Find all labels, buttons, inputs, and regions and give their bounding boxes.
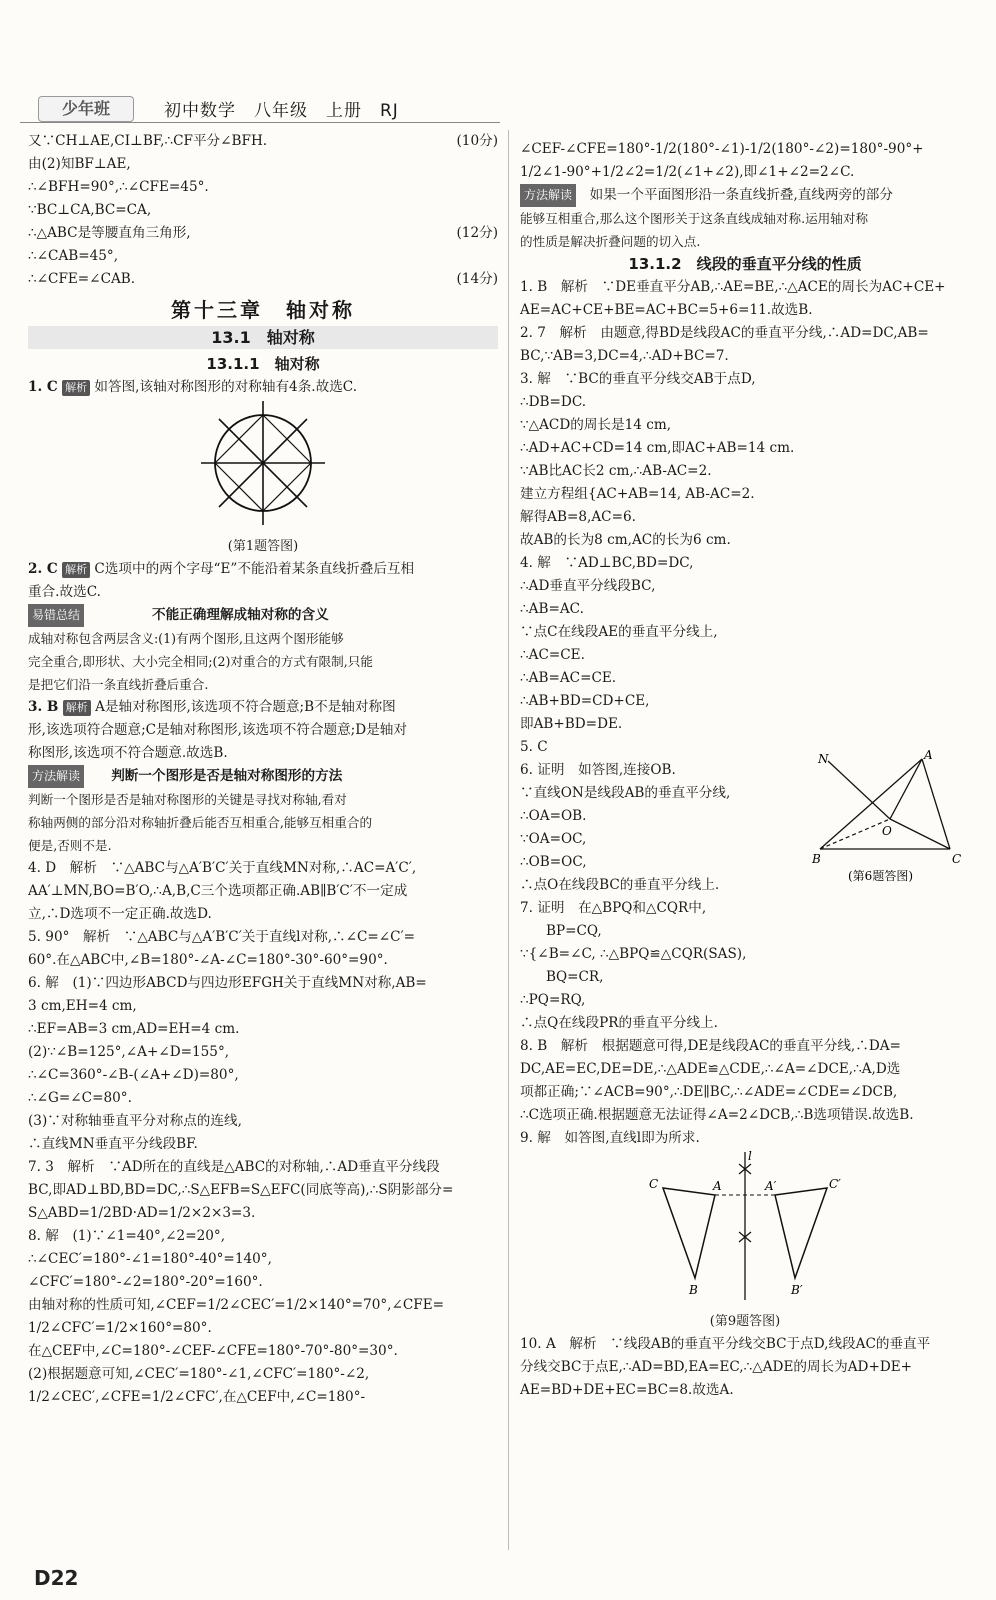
tip-line: 的性质是解决折叠问题的切入点. xyxy=(520,234,701,249)
text-line: ∴AB=AC=CE. xyxy=(520,670,617,686)
text-line: 解得AB=8,AC=6. xyxy=(520,509,636,525)
text-line: ∴∠CFE=∠CAB. (14分) xyxy=(28,271,498,287)
text-line: ∴AC=CE. xyxy=(520,647,585,663)
text-line: 1/2∠CFC′=1/2×160°=80°. xyxy=(28,1320,212,1336)
error-tip-header: 易错总结 不能正确理解成轴对称的含义 xyxy=(28,604,498,627)
figure-caption: (第9题答图) xyxy=(709,1314,781,1329)
text-line: BP=CQ, xyxy=(546,923,602,939)
text-line: 建立方程组{AC+AB=14, AB-AC=2. xyxy=(520,486,755,502)
text-line: 6. 解 (1)∵四边形ABCD与四边形EFGH关于直线MN对称,AB= xyxy=(28,975,427,991)
method-tip-2: 方法解读 如果一个平面图形沿一条直线折叠,直线两旁的部分 xyxy=(520,184,970,207)
text-line: 2. 7 解析 由题意,得BD是线段AC的垂直平分线,∴AD=DC,AB= xyxy=(520,325,929,341)
text-line: 称图形,该选项不符合题意.故选B. xyxy=(28,745,228,761)
label-n: N xyxy=(818,752,829,766)
tip-line: 便是,否则不是. xyxy=(28,838,112,853)
text-line: 故AB的长为8 cm,AC的长为6 cm. xyxy=(520,532,731,548)
tip-line: 是把它们沿一条直线折叠后重合. xyxy=(28,677,209,692)
subsection-title: 13.1.1 轴对称 xyxy=(206,355,320,373)
right-column xyxy=(520,138,970,1402)
reflection-diagram xyxy=(635,1150,855,1302)
text-line: ∴点O在线段BC的垂直平分线上. xyxy=(520,877,720,893)
text-line: DC,AE=EC,DE=DE,∴△ADE≌△CDE,∴∠A=∠DCE,∴A,D选 xyxy=(520,1061,901,1077)
book-title: 初中数学 八年级 上册 RJ xyxy=(164,101,399,121)
text-line: BQ=CR, xyxy=(546,969,604,985)
method-tip-header: 方法解读 判断一个图形是否是轴对称图形的方法 xyxy=(28,765,498,788)
text-line: ∴∠CEC′=180°-∠1=180°-40°=140°, xyxy=(28,1251,272,1267)
text-line: AA′⊥MN,BO=B′O,∴A,B,C三个选项都正确.AB∥B′C′不一定成 xyxy=(28,883,408,899)
text-line: BC,∵AB=3,DC=4,∴AD+BC=7. xyxy=(520,348,729,364)
text-line: ∴AD+AC+CD=14 cm,即AC+AB=14 cm. xyxy=(520,440,795,456)
label-l: l xyxy=(748,1150,752,1163)
text-line: ∵OA=OC, xyxy=(520,831,587,847)
text-line: 又∵CH⊥AE,CI⊥BF,∴CF平分∠BFH. (10分) xyxy=(28,133,498,149)
text-line: ∴EF=AB=3 cm,AD=EH=4 cm. xyxy=(28,1021,240,1037)
text-line: ∴AB+BD=CD+CE, xyxy=(520,693,650,709)
text-line: ∵BC⊥CA,BC=CA, xyxy=(28,202,152,218)
text-line: 重合.故选C. xyxy=(28,584,101,600)
text-line: 4. 解 ∵AD⊥BC,BD=DC, xyxy=(520,555,694,571)
text-line: 4. D 解析 ∵△ABC与△A′B′C′关于直线MN对称,∴AC=A′C′, xyxy=(28,860,417,876)
octagon-symmetry-diagram xyxy=(183,399,343,527)
figure-caption: (第6题答图) xyxy=(848,869,913,883)
text-line: ∠CEF-∠CFE=180°-1/2(180°-∠1)-1/2(180°-∠2)=180°-90°+ xyxy=(520,141,924,157)
text-line: 5. 90° 解析 ∵△ABC与△A′B′C′关于直线l对称,∴∠C=∠C′= xyxy=(28,929,416,945)
text-line: 8. B 解析 根据题意可得,DE是线段AC的垂直平分线,∴DA= xyxy=(520,1038,901,1054)
answer-q1: 1. C 解析 如答图,该轴对称图形的对称轴有4条.故选C. xyxy=(28,379,358,395)
text-line: (3)∵对称轴垂直平分对称点的连线, xyxy=(28,1113,242,1129)
text-line: 由(2)知BF⊥AE, xyxy=(28,156,131,172)
text-line: ∵{∠B=∠C, ∴△BPQ≌△CQR(SAS), xyxy=(520,946,747,962)
label-b-prime: B′ xyxy=(791,1283,803,1297)
text-line: 分线交BC于点E,∴AD=BD,EA=EC,∴△ADE的周长为AD+DE+ xyxy=(520,1359,913,1375)
text-line: AE=BD+DE+EC=BC=8.故选A. xyxy=(520,1382,734,1398)
figure-q1 xyxy=(28,399,498,535)
label-a: A xyxy=(924,749,933,762)
tip-line: 完全重合,即形状、大小完全相同;(2)对重合的方式有限制,只能 xyxy=(28,654,373,669)
label-c: C xyxy=(649,1177,659,1191)
text-line: 1. B 解析 ∵DE垂直平分AB,∴AE=BE,∴△ACE的周长为AC+CE+ xyxy=(520,279,946,295)
label-c: C xyxy=(952,852,962,866)
text-line: ∴PQ=RQ, xyxy=(520,992,586,1008)
figure-q9 xyxy=(520,1150,970,1310)
label-b: B xyxy=(689,1283,698,1297)
text-line: 由轴对称的性质可知,∠CEF=1/2∠CEC′=1/2×140°=70°,∠CFE= xyxy=(28,1297,445,1313)
page-header xyxy=(0,0,996,120)
label-b: B xyxy=(812,852,821,866)
text-line: 立,∴D选项不一定正确.故选D. xyxy=(28,906,212,922)
text-line: 8. 解 (1)∵∠1=40°,∠2=20°, xyxy=(28,1228,226,1244)
text-line: 项都正确;∵∠ACB=90°,∴DE∥BC,∴∠ADE=∠CDE=∠DCB, xyxy=(520,1084,898,1100)
text-line: 1/2∠CEC′,∠CFE=1/2∠CFC′,在△CEF中,∠C=180°- xyxy=(28,1389,366,1405)
error-tip-body xyxy=(28,627,498,696)
brand-logo: 少年班 xyxy=(38,96,134,122)
figure-caption: (第1题答图) xyxy=(227,539,299,554)
text-line: 即AB+BD=DE. xyxy=(520,716,623,732)
method-tip-body xyxy=(28,788,498,857)
text-line: ∴点Q在线段PR的垂直平分线上. xyxy=(520,1015,718,1031)
subsection-title: 13.1.2 线段的垂直平分线的性质 xyxy=(628,255,862,273)
text-line: 6. 证明 如答图,连接OB. xyxy=(520,762,676,778)
text-line: ∠CFC′=180°-∠2=180°-20°=160°. xyxy=(28,1274,263,1290)
text-line: 7. 3 解析 ∵AD所在的直线是△ABC的对称轴,∴AD垂直平分线段 xyxy=(28,1159,440,1175)
text-line: (2)∵∠B=125°,∠A+∠D=155°, xyxy=(28,1044,230,1060)
text-line: 9. 解 如答图,直线l即为所求. xyxy=(520,1130,700,1146)
text-line: 1/2∠1-90°+1/2∠2=1/2(∠1+∠2),即∠1+∠2=2∠C. xyxy=(520,164,855,180)
text-line: ∴OA=OB. xyxy=(520,808,587,824)
text-line: AE=AC+CE+BE=AC+BC=5+6=11.故选B. xyxy=(520,302,813,318)
text-line: ∴AB=AC. xyxy=(520,601,584,617)
answer-q3: 3. B 解析 A是轴对称图形,该选项不符合题意;B不是轴对称图 xyxy=(28,699,396,715)
page-number: D22 xyxy=(34,1566,79,1590)
text-line: 7. 证明 在△BPQ和△CQR中, xyxy=(520,900,707,916)
text-line: ∴OB=OC, xyxy=(520,854,587,870)
text-line: 60°.在△ABC中,∠B=180°-∠A-∠C=180°-30°-60°=90°. xyxy=(28,952,388,968)
tip-line: 能够互相重合,那么这个图形关于这条直线成轴对称.运用轴对称 xyxy=(520,211,869,226)
text-line: 5. C xyxy=(520,739,548,755)
tip-line: 称轴两侧的部分沿对称轴折叠后能否互相重合,能够互相重合的 xyxy=(28,815,373,830)
text-line: ∴∠C=360°-∠B-(∠A+∠D)=80°, xyxy=(28,1067,239,1083)
text-line: 3 cm,EH=4 cm, xyxy=(28,998,137,1014)
q6-block xyxy=(520,749,970,897)
figure-q6 xyxy=(810,749,970,884)
text-line: 10. A 解析 ∵线段AB的垂直平分线交BC于点D,线段AC的垂直平 xyxy=(520,1336,931,1352)
text-line: ∵点C在线段AE的垂直平分线上, xyxy=(520,624,718,640)
text-line: 3. 解 ∵BC的垂直平分线交AB于点D, xyxy=(520,371,756,387)
text-line: 形,该选项符合题意;C是轴对称图形,该选项不符合题意;D是轴对 xyxy=(28,722,407,738)
text-line: ∴DB=DC. xyxy=(520,394,587,410)
answer-q2: 2. C 解析 C选项中的两个字母“E”不能沿着某条直线折叠后互相 xyxy=(28,561,415,577)
label-c-prime: C′ xyxy=(829,1177,841,1191)
text-line: ∴C选项正确.根据题意无法证得∠A=2∠DCB,∴B选项错误.故选B. xyxy=(520,1107,914,1123)
label-o: O xyxy=(882,824,892,838)
text-line: ∴直线MN垂直平分线段BF. xyxy=(28,1136,198,1152)
text-line: ∴∠BFH=90°,∴∠CFE=45°. xyxy=(28,179,209,195)
text-line: ∵AB比AC长2 cm,∴AB-AC=2. xyxy=(520,463,712,479)
header-divider xyxy=(20,122,500,123)
chapter-title: 第十三章 轴对称 xyxy=(171,298,355,322)
text-line: (2)根据题意可知,∠CEC′=180°-∠1,∠CFC′=180°-∠2, xyxy=(28,1366,370,1382)
tip-line: 成轴对称包含两层含义:(1)有两个图形,且这两个图形能够 xyxy=(28,631,344,646)
label-a: A xyxy=(713,1179,722,1193)
text-line: ∵△ACD的周长是14 cm, xyxy=(520,417,672,433)
method-tip-2-body xyxy=(520,207,970,253)
column-divider xyxy=(508,130,509,1550)
label-a-prime: A′ xyxy=(765,1179,777,1193)
section-title: 13.1 轴对称 xyxy=(28,326,498,349)
text-line: S△ABD=1/2BD·AD=1/2×2×3=3. xyxy=(28,1205,256,1221)
text-line: ∴∠CAB=45°, xyxy=(28,248,119,264)
text-line: BC,即AD⊥BD,BD=DC,∴S△EFB=S△EFC(同底等高),∴S阴影部分= xyxy=(28,1182,454,1198)
text-line: ∴∠G=∠C=80°. xyxy=(28,1090,132,1106)
text-line: ∴AD垂直平分线段BC, xyxy=(520,578,656,594)
answers-4-8 xyxy=(28,857,498,1409)
text-line: ∵直线ON是线段AB的垂直平分线, xyxy=(520,785,731,801)
text-line: ∴△ABC是等腰直角三角形, (12分) xyxy=(28,225,498,241)
tip-line: 判断一个图形是否是轴对称图形的关键是寻找对称轴,看对 xyxy=(28,792,347,807)
left-column xyxy=(28,130,498,1409)
text-line: 在△CEF中,∠C=180°-∠CEF-∠CFE=180°-70°-80°=30°. xyxy=(28,1343,398,1359)
